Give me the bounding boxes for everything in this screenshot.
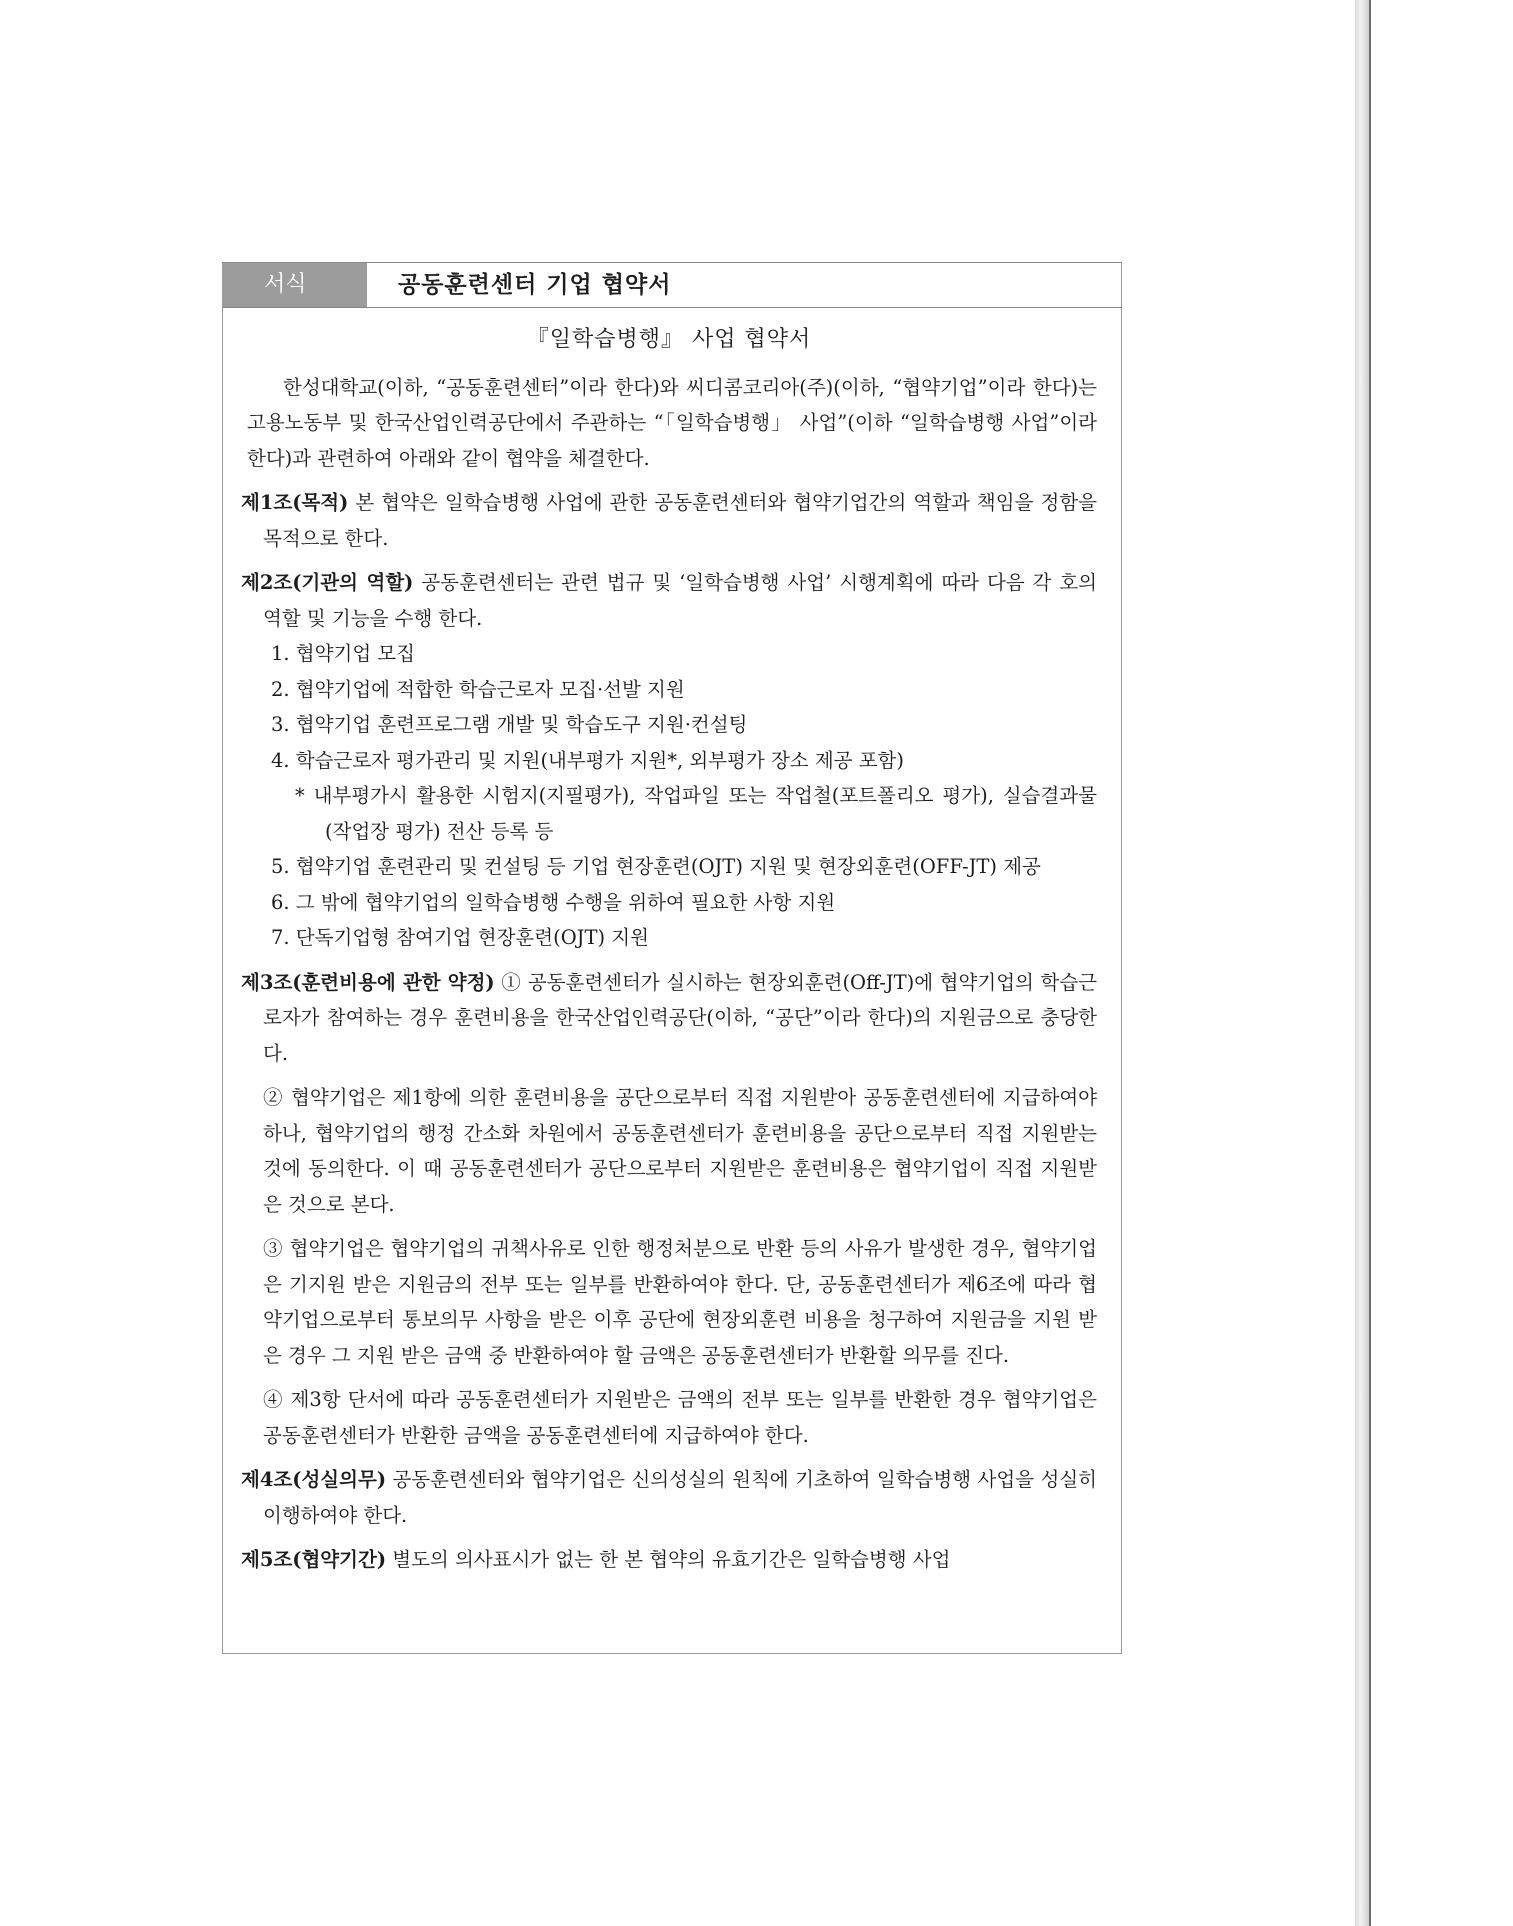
article-4-heading: 제4조(성실의무) bbox=[241, 1468, 387, 1491]
article-1-text: 본 협약은 일학습병행 사업에 관한 공동훈련센터와 협약기업간의 역할과 책임을 정함을 목적으로 한다. bbox=[263, 491, 1097, 550]
form-title: 공동훈련센터 기업 협약서 bbox=[398, 272, 672, 298]
article-1-heading: 제1조(목적) bbox=[241, 491, 349, 514]
list-item: 4. 학습근로자 평가관리 및 지원(내부평가 지원*, 외부평가 장소 제공 포함) bbox=[271, 748, 904, 772]
agreement-title: 『일학습병행』 사업 협약서 bbox=[526, 327, 812, 352]
article-2-items bbox=[241, 636, 1097, 956]
article-4 bbox=[241, 1462, 1097, 1533]
list-item: 5. 협약기업 훈련관리 및 컨설팅 등 기업 현장훈련(OJT) 지원 및 현장외훈련(OFF-JT) 제공 bbox=[271, 855, 1041, 878]
list-item: 1. 협약기업 모집 bbox=[271, 642, 416, 665]
article-3-heading: 제3조(훈련비용에 관한 약정) bbox=[241, 970, 495, 994]
article-3-paragraph-2: ② 협약기업은 제1항에 의한 훈련비용을 공단으로부터 직접 지원받아 공동훈련센터에 지급하여야 하나, 협약기업의 행정 간소화 차원에서 공동훈련센터가 훈련비용을 공단으로부터 직접 지원받는 것에 동의한다. 이 때 공동훈련센터가 공단으로부터 지원받은 훈련비용은 협약기업이 직접 지원받은 것으로 본다. bbox=[263, 1086, 1097, 1216]
form-header bbox=[222, 262, 1122, 308]
list-item-note: * 내부평가시 활용한 시험지(지필평가), 작업파일 또는 작업철(포트폴리오 평가), 실습결과물(작업장 평가) 전산 등록 등 bbox=[295, 784, 1097, 843]
article-2-text: 공동훈련센터는 관련 법규 및 ‘일학습병행 사업’ 시행계획에 따라 다음 각 호의 역할 및 기능을 수행 한다. bbox=[263, 571, 1097, 630]
article-2-heading: 제2조(기관의 역할) bbox=[241, 571, 414, 594]
article-1 bbox=[241, 485, 1097, 556]
page-edge bbox=[1355, 0, 1371, 1926]
article-5-heading: 제5조(협약기간) bbox=[241, 1548, 387, 1571]
list-item: 2. 협약기업에 적합한 학습근로자 모집·선발 지원 bbox=[271, 677, 685, 701]
article-3 bbox=[241, 965, 1097, 1072]
agreement-body bbox=[241, 312, 1097, 1578]
article-5-text: 별도의 의사표시가 없는 한 본 협약의 유효기간은 일학습병행 사업 bbox=[386, 1548, 951, 1571]
article-2 bbox=[241, 565, 1097, 636]
form-label: 서식 bbox=[222, 263, 367, 307]
article-3-paragraph-3: ③ 협약기업은 협약기업의 귀책사유로 인한 행정처분으로 반환 등의 사유가 발생한 경우, 협약기업은 기지원 받은 지원금의 전부 또는 일부를 반환하여야 한다. 단, 공동훈련센터가 제6조에 따라 협약기업으로부터 통보의무 사항을 받은 이후 공단에 현장외훈련 비용을 청구하여 지원금을 지원 받은 경우 그 지원 받은 금액 중 반환하여야 할 금액은 공동훈련센터가 반환할 의무를 진다. bbox=[263, 1237, 1097, 1367]
list-item: 6. 그 밖에 협약기업의 일학습병행 수행을 위하여 필요한 사항 지원 bbox=[271, 890, 836, 914]
list-item: 3. 협약기업 훈련프로그램 개발 및 학습도구 지원·컨설팅 bbox=[271, 713, 748, 736]
agreement-intro: 한성대학교(이하, “공동훈련센터”이라 한다)와 씨디콤코리아(주)(이하, “협약기업”이라 한다)는 고용노동부 및 한국산업인력공단에서 주관하는 “「일학습병행」 사업”(이하 “일학습병행 사업”이라 한다)과 관련하여 아래와 같이 협약을 체결한다. bbox=[247, 375, 1097, 470]
list-item: 7. 단독기업형 참여기업 현장훈련(OJT) 지원 bbox=[271, 926, 649, 949]
article-4-text: 공동훈련센터와 협약기업은 신의성실의 원칙에 기초하여 일학습병행 사업을 성실히 이행하여야 한다. bbox=[263, 1468, 1097, 1527]
agreement-form bbox=[222, 262, 1122, 1654]
article-3-text: ① 공동훈련센터가 실시하는 현장외훈련(Off-JT)에 협약기업의 학습근로자가 참여하는 경우 훈련비용을 한국산업인력공단(이하, “공단”이라 한다)의 지원금으로 충당한다. bbox=[263, 970, 1097, 1065]
article-5 bbox=[241, 1542, 1097, 1578]
article-3-paragraph-4: ④ 제3항 단서에 따라 공동훈련센터가 지원받은 금액의 전부 또는 일부를 반환한 경우 협약기업은 공동훈련센터가 반환한 금액을 공동훈련센터에 지급하여야 한다. bbox=[263, 1388, 1097, 1447]
viewer-background bbox=[1371, 0, 1513, 1926]
